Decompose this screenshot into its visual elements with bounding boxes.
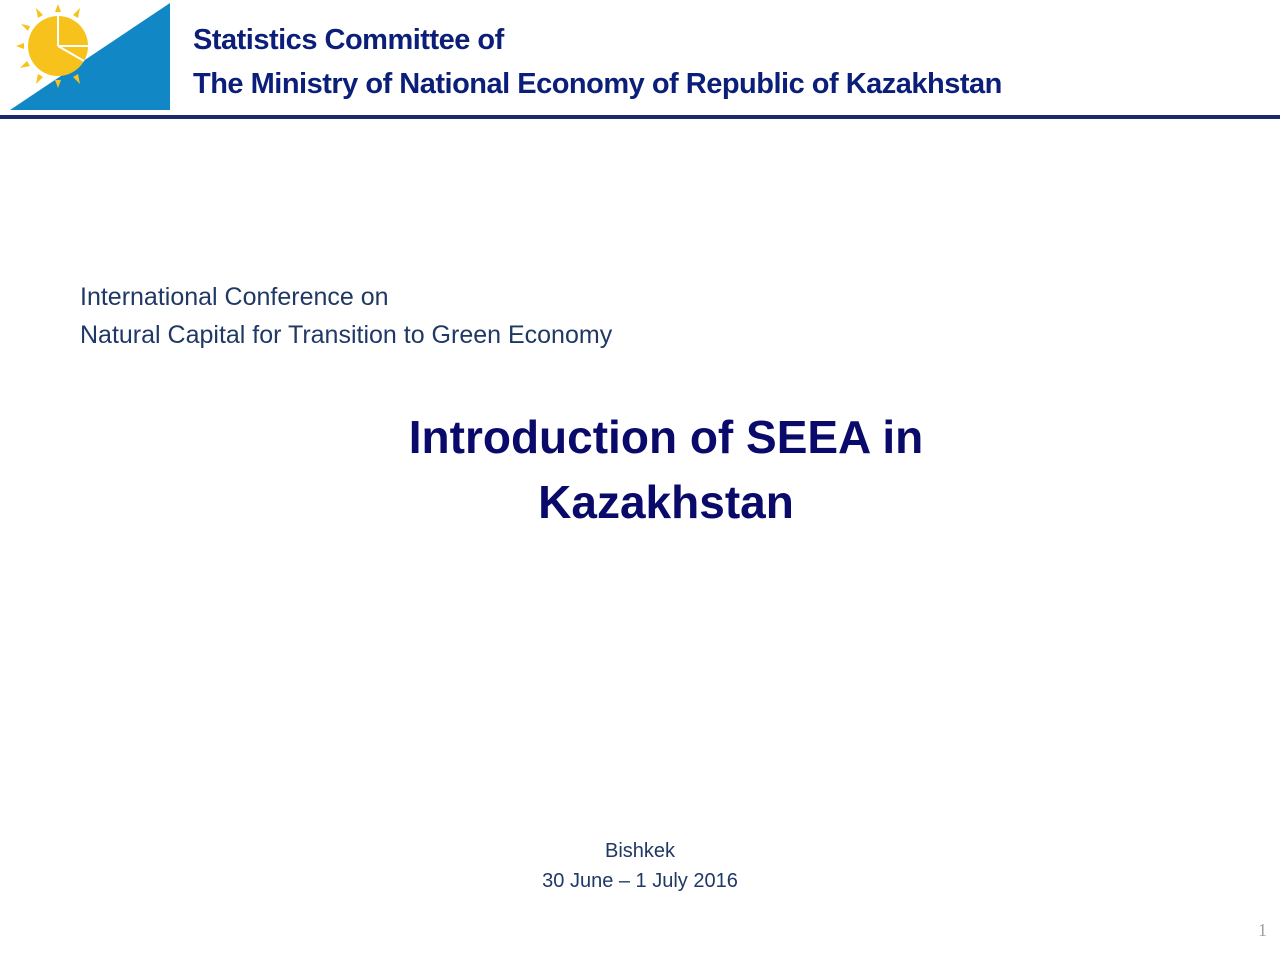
venue-info [0, 836, 1280, 896]
title-line-2: Kazakhstan [538, 476, 794, 528]
title-line-1: Introduction of SEEA in [408, 411, 924, 463]
header-divider [0, 115, 1280, 119]
organization-line-2: The Ministry of National Economy of Republic of Kazakhstan [193, 68, 1002, 100]
conference-line-2: Natural Capital for Transition to Green Economy [80, 321, 613, 349]
page-number: 1 [1258, 920, 1267, 940]
conference-name [80, 278, 612, 354]
venue-dates: 30 June – 1 July 2016 [542, 870, 738, 892]
presentation-title [0, 405, 1280, 535]
venue-city: Bishkek [604, 840, 676, 862]
organization-line-1: Statistics Committee of [193, 24, 504, 56]
conference-line-1: International Conference on [80, 283, 389, 311]
sun-emblem-icon [10, 3, 170, 110]
organization-name [193, 18, 1002, 106]
